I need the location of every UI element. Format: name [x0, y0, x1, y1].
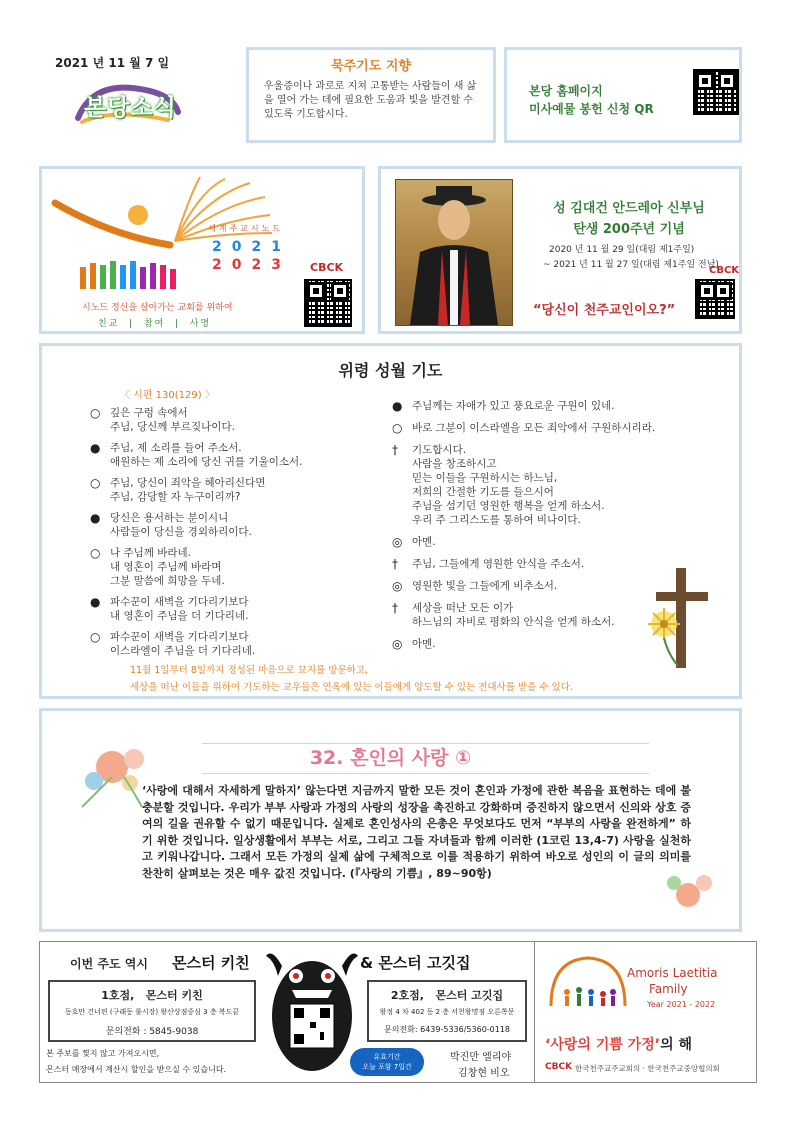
monster-mascot-icon	[262, 946, 362, 1076]
prayer-verse	[90, 511, 390, 539]
memorial-notice-line1: 11월 1일부터 8일까지 정성된 마음으로 묘지를 방문하고,	[130, 665, 369, 676]
prayer-verse	[392, 443, 692, 527]
verse-marker-icon: ●	[90, 595, 101, 609]
prayer-verse	[392, 535, 692, 549]
verse-text: 아멘.	[412, 536, 436, 548]
verse-marker-icon: ●	[90, 441, 101, 455]
verse-marker-icon: †	[392, 443, 398, 457]
ad-note-line1: 본 주보를 찢지 않고 가져오시면,	[46, 1049, 160, 1058]
kim-daegeon-cbck-mark: CBCK	[709, 265, 740, 276]
amoris-footer-text: 한국천주교주교회의 · 한국천주교중앙협의회	[575, 1064, 720, 1073]
store2-title: 2호점, 몬스터 고깃집	[390, 989, 504, 1002]
verse-marker-icon: ●	[392, 399, 403, 413]
prayer-verse	[392, 399, 692, 413]
verse-marker-icon: †	[392, 601, 398, 615]
synod-emblem-icon	[50, 175, 280, 295]
synod-cbck-mark: CBCK	[310, 261, 344, 274]
amoris-slogan	[545, 1034, 692, 1054]
store1-box	[48, 980, 256, 1042]
verse-marker-icon: ○	[392, 421, 403, 435]
synod-motto: 친교 | 참여 | 사명	[98, 319, 212, 329]
ad-signer2: 김창현 비오	[458, 1068, 510, 1079]
cross-with-flower-icon	[642, 562, 722, 672]
verse-text: 기도합시다. 사람을 창조하시고 믿는 이들을 구원하시는 하느님, 저희의 간절한 기도를 들으시어 주님을 섬기던 영원한 행복을 얻게 하소서. 우리 주 그리스도를 통하여 비나이다.	[412, 444, 605, 526]
memorial-title: 위령 성월 기도	[338, 361, 443, 380]
prayer-verse	[90, 546, 390, 588]
ad-name-grill: & 몬스터 고깃집	[360, 954, 471, 972]
rosary-intention-box	[246, 47, 496, 143]
synod-caption: 세계주교시노드	[208, 224, 284, 233]
title-underline-bottom	[202, 773, 649, 774]
flower-corner-icon	[658, 861, 728, 921]
kim-daegeon-title1: 성 김대건 안드레아 신부님	[553, 201, 705, 216]
verse-marker-icon: ◎	[392, 579, 403, 593]
verse-text: 주님, 당신이 죄악을 헤아리신다면 주님, 감당할 자 누구이리까?	[110, 477, 266, 503]
rosary-intention-body: 우울증이나 과로로 지쳐 고통받는 사람들이 새 삶을 열어 가는 데에 필요한 도움과 빛을 발견할 수 있도록 기도합시다.	[264, 81, 477, 120]
kim-daegeon-portrait	[395, 179, 513, 326]
verse-marker-icon: ○	[90, 406, 101, 420]
verse-marker-icon: ◎	[392, 535, 403, 549]
prayer-verse	[90, 595, 390, 623]
verse-text: 깊은 구렁 속에서 주님, 당신께 부르짖나이다.	[110, 407, 235, 433]
rosary-intention-title: 묵주기도 지향	[331, 59, 411, 74]
verse-text: 나 주님께 바라네. 내 영혼이 주님께 바라며 그분 말씀에 희망을 두네.	[110, 547, 225, 587]
synod-year-end: 2023	[212, 257, 291, 273]
store1-tel: 문의전화 : 5845-9038	[105, 1027, 199, 1037]
kim-daegeon-date2: ~ 2021 년 11 월 27 일(대림 제1주일 전날)	[543, 260, 719, 270]
logo-text: 본당소식	[84, 95, 177, 121]
verse-text: 파수꾼이 새벽을 기다리기보다 내 영혼이 주님을 더 기다리네.	[110, 596, 249, 622]
synod-subtitle: 시노드 정신을 살아가는 교회를 위하여	[82, 303, 233, 313]
verse-text: 영원한 빛을 그들에게 비추소서.	[412, 580, 558, 592]
marriage-title: 32. 혼인의 사랑 ①	[309, 747, 472, 769]
synod-qr-code[interactable]	[304, 279, 352, 327]
prayer-verse	[90, 441, 390, 469]
kim-daegeon-qr-code[interactable]	[695, 279, 735, 319]
amoris-title2: Family	[649, 982, 688, 996]
prayer-verse	[392, 421, 692, 435]
issue-date: 2021 년 11 월 7 일	[55, 56, 170, 70]
verse-text: 주님, 제 소리를 들어 주소서. 애원하는 제 소리에 당신 귀를 기울이소서.	[110, 442, 303, 468]
verse-text: 아멘.	[412, 638, 436, 650]
store2-box	[367, 980, 527, 1042]
verse-marker-icon: ◎	[392, 637, 403, 651]
store1-address: 동호만 건너편 (구래동 룰시장) 왕산상점중심 3 층 복도끝	[64, 1008, 240, 1016]
kim-daegeon-box	[378, 166, 742, 334]
verse-marker-icon: ○	[90, 546, 101, 560]
family-emblem-icon	[543, 952, 633, 1012]
synod-year-start: 2021	[212, 239, 291, 255]
homepage-line2: 미사예물 봉헌 신청 QR	[529, 102, 654, 116]
amoris-title1: Amoris Laetitia	[627, 966, 718, 980]
verse-text: 주님께는 자애가 있고 풍요로운 구원이 있네.	[412, 400, 615, 412]
homepage-line1: 본당 홈페이지	[529, 84, 603, 98]
store2-address: 왕정 4 차 402 동 2 층 서천왕명점 오른쪽문	[379, 1008, 515, 1016]
homepage-qr-code[interactable]	[693, 69, 739, 115]
kim-daegeon-date1: 2020 년 11 월 29 일(대림 제1주일)	[549, 245, 695, 255]
validity-badge	[350, 1048, 424, 1076]
memorial-left-column	[90, 406, 390, 657]
prayer-verse	[90, 406, 390, 434]
verse-text: 당신은 용서하는 분이시니 사람들이 당신을 경외하리이다.	[110, 512, 252, 538]
amoris-slogan-main: ‘사랑의 기쁨 가정’	[545, 1037, 661, 1053]
portrait-figure-icon	[396, 180, 512, 325]
prayer-verse	[90, 630, 390, 658]
validity-badge-line2: 오늘 포함 7일간	[362, 1063, 412, 1071]
memorial-psalm-ref: 〈 시편 130(129) 〉	[120, 390, 215, 401]
kim-daegeon-title2: 탄생 200주년 기념	[573, 222, 685, 237]
amoris-years: Year 2021 - 2022	[647, 1000, 716, 1009]
parish-news-logo	[72, 78, 184, 128]
kim-daegeon-quote: “당신이 천주교인이오?”	[533, 303, 676, 318]
verse-marker-icon: ○	[90, 630, 101, 644]
verse-text: 세상을 떠난 모든 이가 하느님의 자비로 평화의 안식을 얻게 하소서.	[412, 602, 615, 628]
ad-intro: 이번 주도 역시	[70, 957, 148, 971]
validity-badge-line1: 유효기간	[373, 1053, 401, 1061]
monster-ad-box	[39, 941, 535, 1083]
verse-text: 주님, 그들에게 영원한 안식을 주소서.	[412, 558, 585, 570]
marriage-body: ‘사랑에 대해서 자세하게 말하지’ 않는다면 지금까지 말한 모든 것이 혼인과 가정에 관한 복음을 표현하는 데에 불충분할 것입니다. 우리가 부부 사랑과 가정의 사랑의 성장을 촉진하고 강화하며 증진하지 않으면서 신의와 상호 증여의 길을 권유할 수 없기 때문입니다. 실제로 혼인성사의 은총은 무엇보다도 먼저 “부부의 사랑을 완전하게” 하기 위한 것입니다. 일상생활에서 부부는 서로, 그리고 그들 자녀들과 함께 이러한 (1코린 13,4-7) 사랑을 실천하고 키워나갑니다. 그래서 모든 가정의 실제 삶에 구체적으로 이를 적용하기 위하여 바오로 성인의 이 글의 의미를 찬찬히 살펴보는 것은 매우 값진 것입니다. (『사랑의 기쁨』, 89~90항)	[142, 784, 691, 880]
ad-signer1: 박진만 엘리야	[450, 1052, 512, 1063]
verse-marker-icon: ●	[90, 511, 101, 525]
amoris-laetitia-box	[535, 941, 757, 1083]
marriage-love-box	[39, 708, 742, 932]
verse-marker-icon: †	[392, 557, 398, 571]
store2-tel: 문의전화: 6439-5336/5360-0118	[383, 1025, 511, 1034]
prayer-verse	[90, 476, 390, 504]
amoris-slogan-suffix: 의 해	[660, 1037, 692, 1053]
ad-name-kitchen: 몬스터 키친	[172, 954, 250, 972]
amoris-footer-cbck: CBCK	[545, 1062, 573, 1072]
verse-marker-icon: ○	[90, 476, 101, 490]
ad-note-line2: 몬스터 매장에서 계산시 할인을 받으실 수 있습니다.	[46, 1065, 227, 1074]
memorial-prayer-box	[39, 343, 742, 699]
verse-text: 파수꾼이 새벽을 기다리기보다 이스라엘이 주님을 더 기다리네.	[110, 631, 256, 657]
synod-box	[39, 166, 365, 334]
memorial-notice-line2: 세상을 떠난 이들을 위하여 기도하는 교우들은 연옥에 있는 이들에게 양도할 수 있는 전대사를 받을 수 있다.	[130, 682, 573, 693]
homepage-qr-box	[504, 47, 742, 143]
verse-text: 바로 그분이 이스라엘을 모든 죄악에서 구원하시리라.	[412, 422, 656, 434]
store1-title: 1호점, 몬스터 키친	[101, 989, 203, 1002]
